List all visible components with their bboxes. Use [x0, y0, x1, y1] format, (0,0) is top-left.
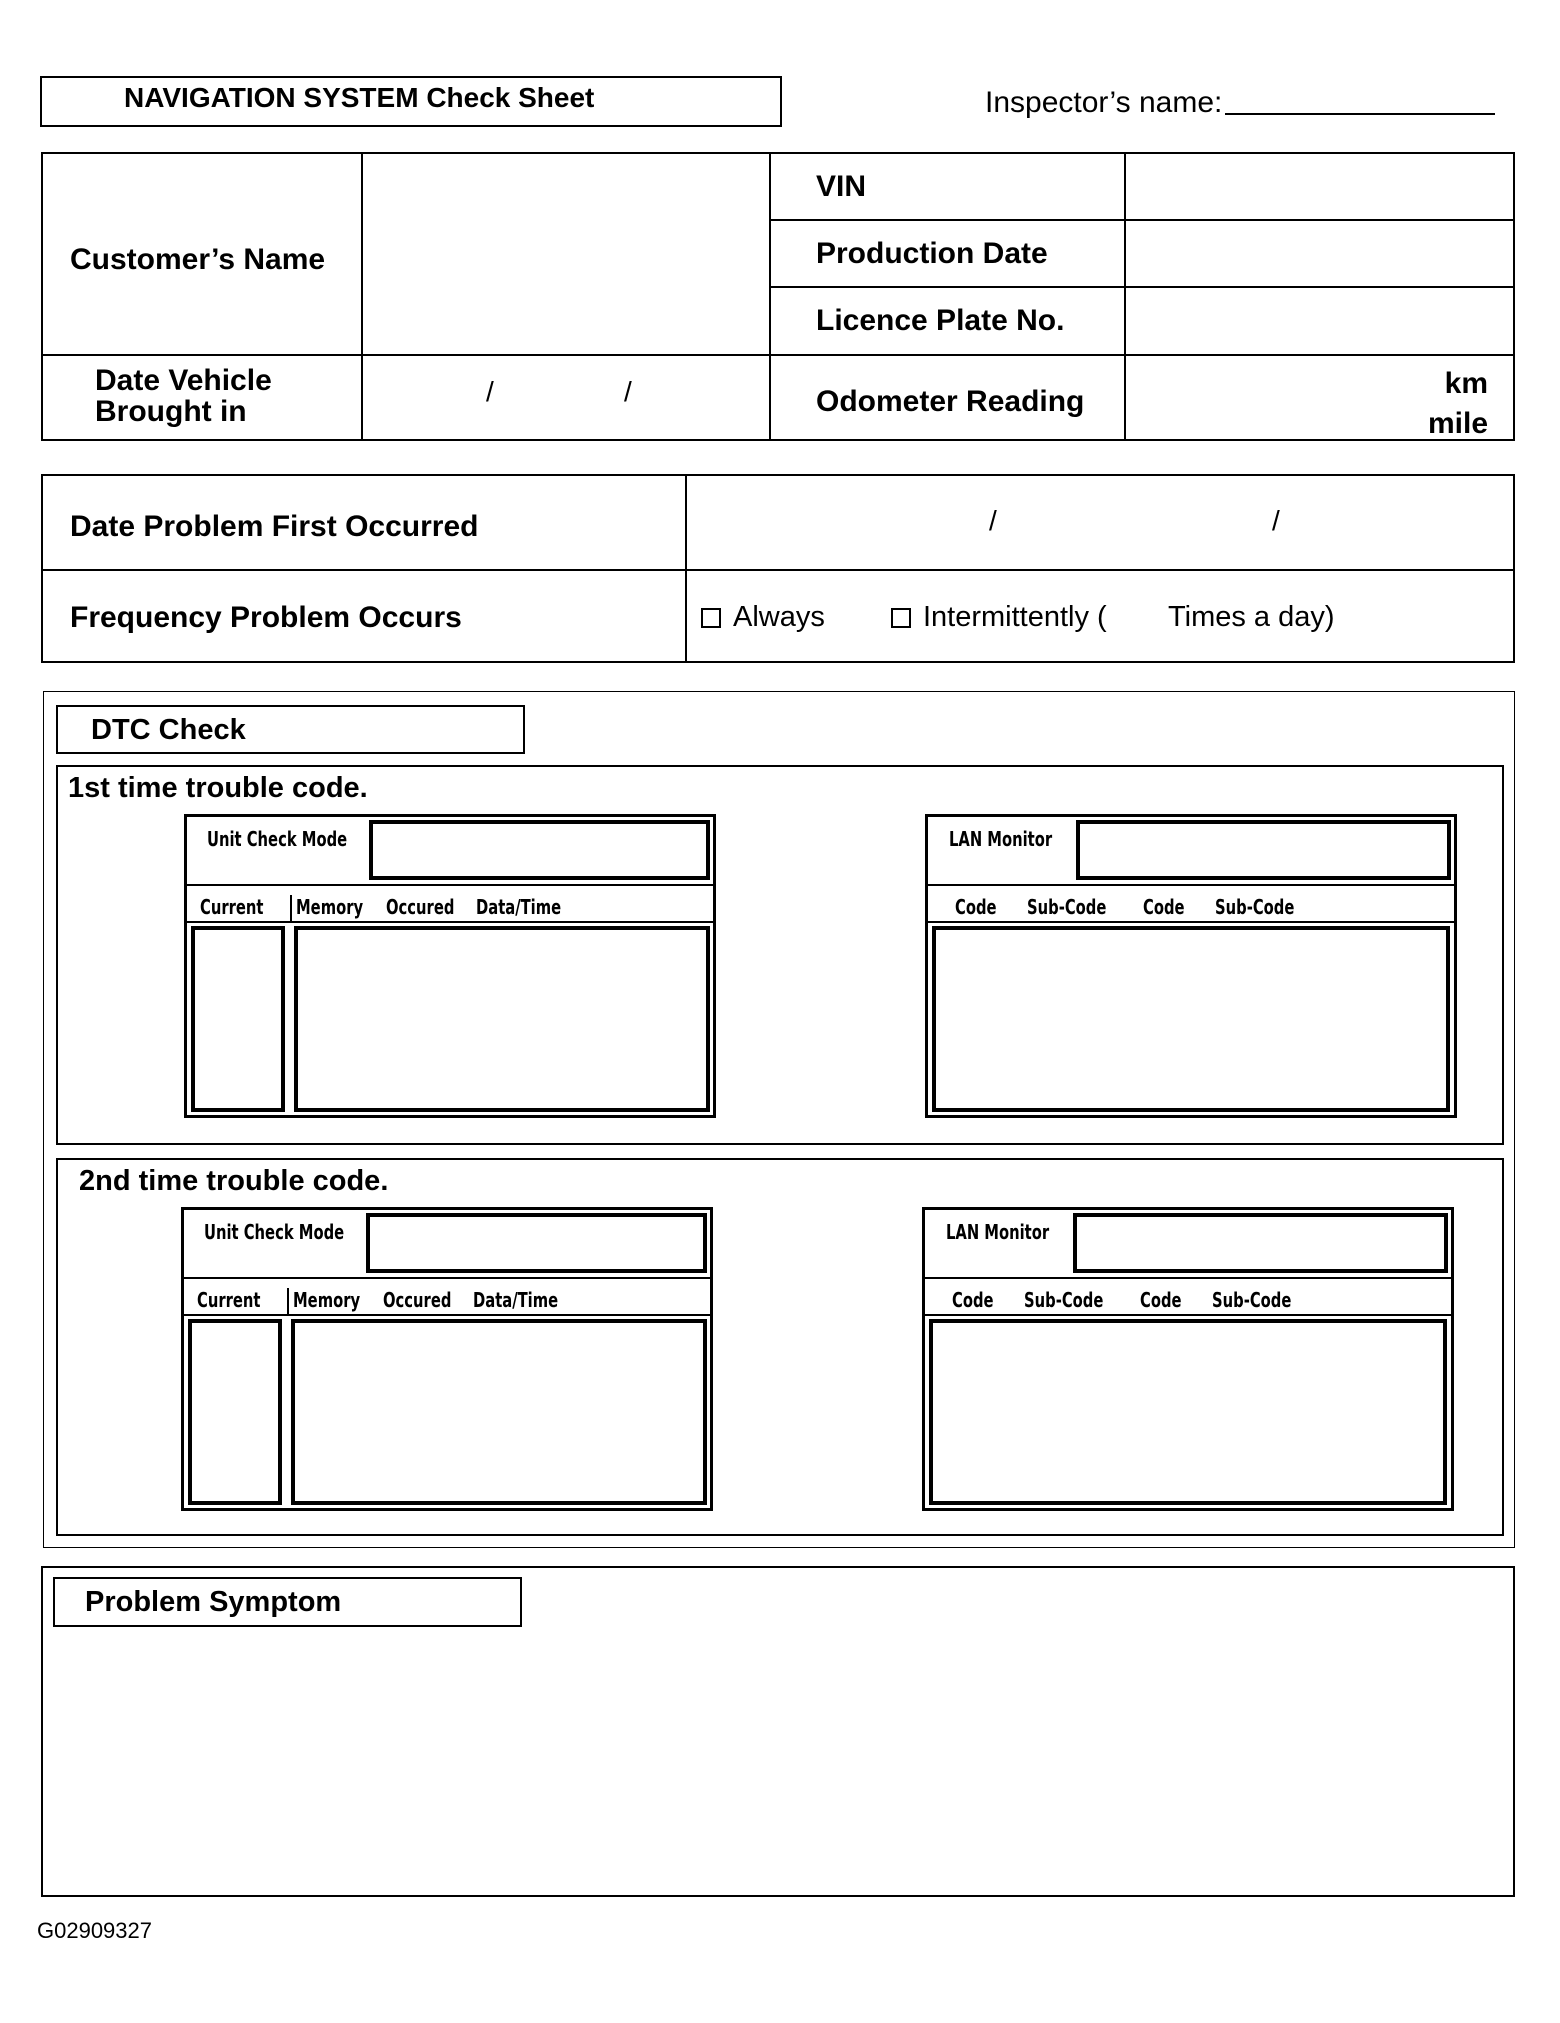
always-option[interactable]: Always	[701, 601, 825, 634]
date-separator: /	[989, 505, 997, 536]
times-a-day-label: Times a day)	[1168, 601, 1335, 633]
lan-code-field[interactable]	[932, 926, 1450, 1112]
data-time-header: Data/Time	[473, 1288, 559, 1312]
sub-code-header: Sub-Code	[1212, 1288, 1292, 1312]
unit-check-mode-field[interactable]	[366, 1213, 707, 1273]
current-header: Current	[197, 1288, 261, 1312]
unit-check-mode-label: Unit Check Mode	[207, 827, 348, 851]
code-header: Code	[955, 895, 997, 919]
problem-symptom-title: Problem Symptom	[85, 1586, 342, 1618]
dtc-check-title: DTC Check	[91, 714, 246, 746]
intermittently-option[interactable]: Intermittently (	[891, 601, 1107, 634]
lan-monitor-label: LAN Monitor	[949, 827, 1053, 851]
date-first-occurred-field[interactable]	[689, 478, 1512, 567]
production-date-field[interactable]	[1128, 223, 1512, 284]
memory-code-field[interactable]	[291, 1319, 707, 1505]
memory-header: Memory	[296, 895, 364, 919]
always-checkbox[interactable]	[701, 608, 721, 628]
current-code-field[interactable]	[191, 926, 285, 1112]
memory-code-field[interactable]	[294, 926, 710, 1112]
lan-code-field[interactable]	[929, 1319, 1447, 1505]
customer-name-label: Customer’s Name	[70, 243, 326, 276]
frequency-label: Frequency Problem Occurs	[70, 601, 462, 634]
memory-header: Memory	[293, 1288, 361, 1312]
intermittently-checkbox[interactable]	[891, 608, 911, 628]
sub-code-header: Sub-Code	[1024, 1288, 1104, 1312]
current-header: Current	[200, 895, 264, 919]
sub-code-header: Sub-Code	[1027, 895, 1107, 919]
odometer-unit-km: km	[1444, 367, 1488, 400]
customer-name-field[interactable]	[365, 156, 765, 352]
occured-header: Occured	[383, 1288, 452, 1312]
current-code-field[interactable]	[188, 1319, 282, 1505]
date-brought-in-field[interactable]	[365, 358, 765, 439]
first-trouble-code-title: 1st time trouble code.	[68, 772, 368, 804]
code-header: Code	[1143, 895, 1185, 919]
lan-monitor-field[interactable]	[1073, 1213, 1448, 1273]
second-trouble-code-title: 2nd time trouble code.	[79, 1165, 389, 1197]
figure-id: G02909327	[37, 1918, 152, 1943]
code-header: Code	[1140, 1288, 1182, 1312]
problem-symptom-field[interactable]	[45, 1634, 1511, 1893]
licence-plate-label: Licence Plate No.	[816, 304, 1065, 337]
inspector-name-line[interactable]	[1225, 113, 1495, 115]
date-brought-in-label: Date Vehicle Brought in	[95, 364, 272, 428]
inspector-label: Inspector’s name:	[985, 86, 1223, 119]
lan-monitor-label: LAN Monitor	[946, 1220, 1050, 1244]
unit-check-mode-label: Unit Check Mode	[204, 1220, 345, 1244]
production-date-label: Production Date	[816, 237, 1048, 270]
odometer-unit-mile: mile	[1427, 407, 1488, 440]
date-separator: /	[624, 376, 632, 407]
vin-field[interactable]	[1128, 156, 1512, 217]
lan-monitor-field[interactable]	[1076, 820, 1451, 880]
unit-check-mode-field[interactable]	[369, 820, 710, 880]
date-separator: /	[486, 376, 494, 407]
sub-code-header: Sub-Code	[1215, 895, 1295, 919]
code-header: Code	[952, 1288, 994, 1312]
licence-plate-field[interactable]	[1128, 290, 1512, 351]
page-title: NAVIGATION SYSTEM Check Sheet	[124, 82, 595, 113]
odometer-label: Odometer Reading	[816, 385, 1085, 418]
date-separator: /	[1272, 505, 1280, 536]
date-first-occurred-label: Date Problem First Occurred	[70, 510, 479, 543]
data-time-header: Data/Time	[476, 895, 562, 919]
occured-header: Occured	[386, 895, 455, 919]
vin-label: VIN	[816, 170, 867, 203]
